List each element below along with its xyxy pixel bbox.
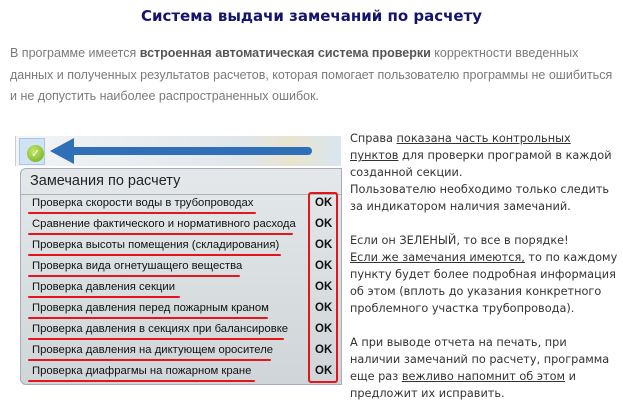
red-underline	[28, 338, 284, 340]
remark-status: OK	[315, 323, 333, 335]
intro-bold: встроенная автоматическая система проверки	[139, 46, 431, 60]
side-paragraph-3	[350, 334, 620, 402]
red-underline	[28, 380, 255, 382]
intro-paragraph	[10, 43, 615, 108]
remark-item[interactable]	[32, 281, 175, 293]
text: Пользователю необходимо только следить за индикатором наличия замечаний.	[350, 183, 610, 213]
remark-item[interactable]	[32, 260, 242, 272]
text: Справа	[350, 132, 397, 145]
underlined-text: вежливо напомнит об этом	[401, 370, 566, 383]
remark-item[interactable]	[32, 365, 251, 377]
remark-label: Проверка давления секции	[32, 281, 175, 293]
remark-label: Проверка давления на диктующем оросителе	[32, 344, 274, 356]
side-text	[350, 130, 620, 419]
remark-item[interactable]	[32, 197, 253, 209]
text: А при выводе отчета на печать, при наличии замечаний по расчету, программа еще раз	[350, 336, 610, 383]
remark-item[interactable]	[32, 218, 296, 230]
divider	[21, 194, 341, 195]
side-paragraph-1	[350, 130, 620, 215]
remark-status: OK	[315, 365, 333, 377]
panel-title: Замечания по расчету	[30, 173, 181, 189]
toolbar	[15, 136, 341, 166]
text: то по каждому пункту будет более подробная информация об этом (вплоть до указания конкретного проблемного участка трубопровода).	[350, 251, 618, 315]
remark-label: Проверка диафрагмы на пожарном кране	[32, 365, 252, 377]
remark-item[interactable]	[32, 323, 288, 335]
remark-label: Проверка вида огнетушащего вещества	[32, 260, 243, 272]
text: Если он ЗЕЛЕНЫЙ, то все в порядке!	[350, 234, 569, 247]
text: и предложит их исправить.	[350, 370, 576, 400]
remark-status: OK	[315, 218, 333, 230]
remark-status: OK	[315, 260, 333, 272]
text: для проверки програмой в каждой созданной секции.	[350, 149, 612, 179]
remark-label: Проверка давления перед пожарным краном	[32, 302, 269, 314]
remark-label: Проверка давления в секциях при балансировке	[32, 323, 289, 335]
remark-item[interactable]	[32, 239, 279, 251]
remark-label: Проверка высоты помещения (складирования)	[32, 239, 280, 251]
remark-status: OK	[315, 197, 333, 209]
intro-text: В программе имеется	[10, 46, 140, 60]
remark-item[interactable]	[32, 344, 273, 356]
screenshot-remarks	[15, 136, 340, 386]
remark-status: OK	[315, 344, 333, 356]
green-check-icon: ✓	[27, 145, 44, 162]
red-underline	[28, 317, 268, 319]
red-underline	[28, 359, 271, 361]
remark-item[interactable]	[32, 302, 269, 314]
arrow-icon	[16, 136, 341, 168]
red-underline	[28, 296, 180, 298]
page-title: Система выдачи замечаний по расчету	[140, 7, 483, 25]
side-paragraph-2	[350, 232, 620, 317]
remark-status: OK	[315, 281, 333, 293]
red-underline	[28, 275, 240, 277]
remarks-panel	[20, 168, 342, 385]
underlined-text: показана часть контрольных пунктов	[350, 132, 571, 162]
remark-label: Проверка скорости воды в трубопроводах	[32, 197, 254, 209]
red-underline	[28, 233, 293, 235]
red-underline	[28, 254, 281, 256]
red-underline	[28, 212, 256, 214]
remark-status: OK	[315, 302, 333, 314]
remark-label: Сравнение фактического и нормативного расхода	[32, 218, 296, 230]
intro-text-end: корректности введенных данных и полученных результатов расчетов, которая помогает пользователю программы не ошибиться и не допустить наиболее распространенных ошибок.	[10, 46, 613, 103]
remark-status: OK	[315, 239, 333, 251]
ok-highlight-box	[308, 192, 338, 383]
underlined-text: Если же замечания имеются,	[350, 251, 525, 264]
